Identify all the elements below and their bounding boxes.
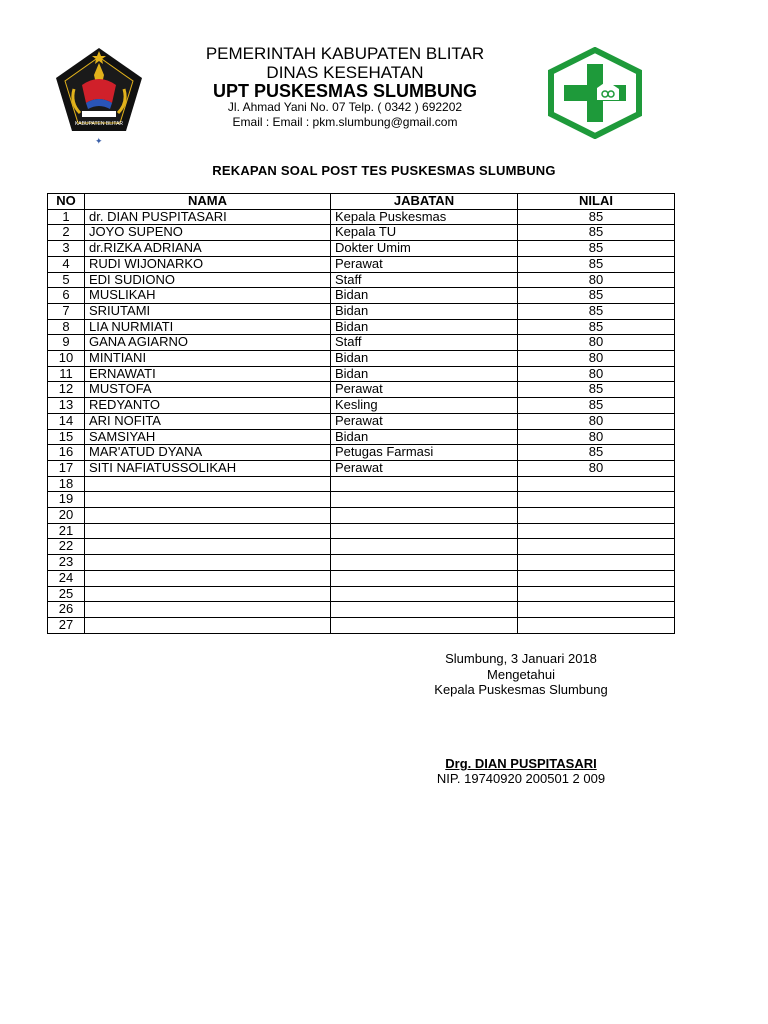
row-jabatan: Perawat (331, 413, 518, 429)
row-jabatan: Dokter Umim (331, 241, 518, 257)
row-nilai (518, 492, 675, 508)
row-no: 8 (48, 319, 85, 335)
row-nilai (518, 539, 675, 555)
row-nilai: 85 (518, 209, 675, 225)
address-line: Jl. Ahmad Yani No. 07 Telp. ( 0342 ) 692202 (227, 100, 463, 114)
row-jabatan: Perawat (331, 460, 518, 476)
table-body (48, 209, 675, 633)
row-nilai: 85 (518, 225, 675, 241)
table-row (48, 523, 675, 539)
row-no: 13 (48, 398, 85, 414)
row-nama: SITI NAFIATUSSOLIKAH (85, 460, 331, 476)
table-row (48, 351, 675, 367)
row-nama: REDYANTO (85, 398, 331, 414)
row-no: 15 (48, 429, 85, 445)
row-nama (85, 602, 331, 618)
row-jabatan (331, 555, 518, 571)
row-nama: dr.RIZKA ADRIANA (85, 241, 331, 257)
table-row (48, 335, 675, 351)
row-nilai: 80 (518, 413, 675, 429)
table-row (48, 508, 675, 524)
row-jabatan: Kepala TU (331, 225, 518, 241)
table-row (48, 288, 675, 304)
row-jabatan: Staff (331, 335, 518, 351)
row-jabatan: Kepala Puskesmas (331, 209, 518, 225)
table-row (48, 602, 675, 618)
row-jabatan: Petugas Farmasi (331, 445, 518, 461)
row-nilai: 80 (518, 335, 675, 351)
row-nama (85, 586, 331, 602)
row-jabatan: Kesling (331, 398, 518, 414)
row-jabatan (331, 523, 518, 539)
row-no: 3 (48, 241, 85, 257)
row-nama (85, 492, 331, 508)
row-no: 21 (48, 523, 85, 539)
place-date: Slumbung, 3 Januari 2018 (445, 651, 597, 666)
row-nama: ARI NOFITA (85, 413, 331, 429)
row-nilai: 85 (518, 319, 675, 335)
row-no: 17 (48, 460, 85, 476)
header-no: NO (48, 194, 85, 210)
row-nama (85, 617, 331, 633)
row-no: 1 (48, 209, 85, 225)
row-nilai (518, 523, 675, 539)
table-row (48, 241, 675, 257)
row-nama (85, 539, 331, 555)
row-no: 4 (48, 256, 85, 272)
row-nama: MINTIANI (85, 351, 331, 367)
row-no: 22 (48, 539, 85, 555)
row-no: 12 (48, 382, 85, 398)
signer-nip: NIP. 19740920 200501 2 009 (436, 771, 606, 786)
table-row (48, 429, 675, 445)
row-nilai (518, 555, 675, 571)
table-row (48, 617, 675, 633)
table-row (48, 476, 675, 492)
institution-name: UPT PUSKESMAS SLUMBUNG (212, 81, 477, 101)
row-no: 19 (48, 492, 85, 508)
row-nama (85, 508, 331, 524)
row-no: 2 (48, 225, 85, 241)
row-nilai: 80 (518, 429, 675, 445)
table-row (48, 492, 675, 508)
row-nama: SAMSIYAH (85, 429, 331, 445)
header-jabatan: JABATAN (331, 194, 518, 210)
row-jabatan (331, 492, 518, 508)
row-no: 9 (48, 335, 85, 351)
row-jabatan (331, 570, 518, 586)
row-jabatan: Bidan (331, 319, 518, 335)
row-nama (85, 476, 331, 492)
row-jabatan: Bidan (331, 429, 518, 445)
row-nilai: 85 (518, 303, 675, 319)
header-nilai: NILAI (518, 194, 675, 210)
left-logo-label: KABUPATEN BLITAR (74, 121, 124, 127)
row-nilai (518, 476, 675, 492)
row-nama (85, 523, 331, 539)
table-row (48, 570, 675, 586)
row-no: 11 (48, 366, 85, 382)
row-nilai: 85 (518, 241, 675, 257)
table-row (48, 460, 675, 476)
row-jabatan (331, 476, 518, 492)
table-row (48, 413, 675, 429)
header-nama: NAMA (85, 194, 331, 210)
row-no: 16 (48, 445, 85, 461)
row-jabatan: Staff (331, 272, 518, 288)
table-row (48, 256, 675, 272)
table-row (48, 319, 675, 335)
row-nama (85, 555, 331, 571)
row-jabatan: Bidan (331, 366, 518, 382)
row-no: 6 (48, 288, 85, 304)
small-mark: ✦ (95, 136, 103, 146)
row-nama: JOYO SUPENO (85, 225, 331, 241)
row-nilai (518, 602, 675, 618)
row-nama: SRIUTAMI (85, 303, 331, 319)
row-jabatan: Bidan (331, 303, 518, 319)
row-jabatan: Bidan (331, 351, 518, 367)
row-jabatan: Bidan (331, 288, 518, 304)
row-nama: ERNAWATI (85, 366, 331, 382)
row-nama: GANA AGIARNO (85, 335, 331, 351)
row-jabatan: Perawat (331, 382, 518, 398)
row-nilai (518, 570, 675, 586)
email-line: Email : Email : pkm.slumbung@gmail.com (232, 115, 458, 129)
government-name: PEMERINTAH KABUPATEN BLITAR (205, 44, 485, 63)
row-nama: RUDI WIJONARKO (85, 256, 331, 272)
row-no: 23 (48, 555, 85, 571)
signer-name: Drg. DIAN PUSPITASARI (445, 756, 597, 771)
row-nilai: 80 (518, 366, 675, 382)
row-nilai: 80 (518, 351, 675, 367)
department-name: DINAS KESEHATAN (266, 63, 424, 82)
row-nilai: 80 (518, 460, 675, 476)
table-row (48, 366, 675, 382)
table-header-row (48, 194, 675, 210)
row-no: 14 (48, 413, 85, 429)
signer-position: Kepala Puskesmas Slumbung (434, 682, 608, 697)
table-row (48, 539, 675, 555)
row-no: 18 (48, 476, 85, 492)
row-nilai: 80 (518, 272, 675, 288)
score-table (47, 193, 675, 634)
row-jabatan (331, 508, 518, 524)
row-nama: dr. DIAN PUSPITASARI (85, 209, 331, 225)
table-row (48, 555, 675, 571)
table-row (48, 272, 675, 288)
row-nama: EDI SUDIONO (85, 272, 331, 288)
puskesmas-logo-icon (547, 47, 643, 139)
row-jabatan (331, 617, 518, 633)
row-nilai: 85 (518, 382, 675, 398)
row-no: 25 (48, 586, 85, 602)
row-nilai: 85 (518, 288, 675, 304)
row-no: 10 (48, 351, 85, 367)
row-nilai: 85 (518, 445, 675, 461)
row-nilai (518, 617, 675, 633)
row-nama: MUSLIKAH (85, 288, 331, 304)
table-row (48, 209, 675, 225)
row-jabatan (331, 539, 518, 555)
known-by: Mengetahui (487, 667, 555, 682)
row-no: 26 (48, 602, 85, 618)
letterhead (0, 0, 768, 150)
row-no: 20 (48, 508, 85, 524)
row-nama: MUSTOFA (85, 382, 331, 398)
table-row (48, 445, 675, 461)
row-nama: LIA NURMIATI (85, 319, 331, 335)
table-row (48, 586, 675, 602)
document-title: REKAPAN SOAL POST TES PUSKESMAS SLUMBUNG (212, 163, 556, 178)
row-no: 24 (48, 570, 85, 586)
row-nilai: 85 (518, 398, 675, 414)
row-nilai: 85 (518, 256, 675, 272)
row-jabatan (331, 586, 518, 602)
table-row (48, 382, 675, 398)
row-jabatan (331, 602, 518, 618)
row-nilai (518, 586, 675, 602)
table-row (48, 398, 675, 414)
row-nilai (518, 508, 675, 524)
row-nama: MAR'ATUD DYANA (85, 445, 331, 461)
row-nama (85, 570, 331, 586)
row-no: 5 (48, 272, 85, 288)
row-jabatan: Perawat (331, 256, 518, 272)
row-no: 7 (48, 303, 85, 319)
row-no: 27 (48, 617, 85, 633)
table-row (48, 225, 675, 241)
table-row (48, 303, 675, 319)
